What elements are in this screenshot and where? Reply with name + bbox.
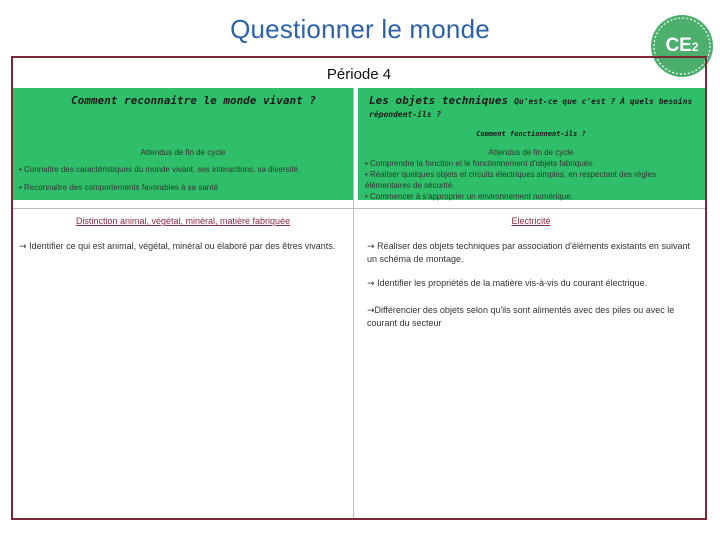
right-item-3-text: Différencier des objets selon qu'ils sont alimentés avec des piles ou avec le courant du secteur xyxy=(367,305,675,328)
badge-sub: 2 xyxy=(691,40,699,54)
left-item-1-text: Identifier ce qui est animal, végétal, minéral ou élaboré par des êtres vivants. xyxy=(29,241,336,251)
right-item-1 xyxy=(367,240,697,265)
left-bullet-2: • Reconnaitre des comportements favorables à sa santé xyxy=(19,183,218,192)
right-bullet-1: • Comprendre la fonction et le fonctionnement d'objets fabriqués. xyxy=(365,159,595,168)
left-bullet-1: • Connaitre des caractéristiques du monde vivant, ses interactions, sa diversité. xyxy=(19,165,301,174)
right-question-how: Comment fonctionnent-ils ? xyxy=(476,130,586,138)
right-item-1-text: Réaliser des objets techniques par association d'éléments existants en suivant un schéma de montage. xyxy=(367,241,690,264)
left-topic-title: Distinction animal, végétal, minéral, matière fabriquée xyxy=(75,216,291,226)
period-title: Période 4 xyxy=(326,66,392,83)
page-title: Questionner le monde xyxy=(230,14,490,44)
left-item-1 xyxy=(19,240,349,253)
period-table xyxy=(11,56,707,520)
badge-main: CE xyxy=(665,35,692,56)
left-expected-title: Attendus de fin de cycle xyxy=(140,148,226,157)
right-bullet-3: • Commencer à s'approprier un environnement numérique. xyxy=(365,192,573,201)
arrow-icon: → xyxy=(367,306,375,316)
right-item-3 xyxy=(367,304,697,329)
arrow-icon: → xyxy=(367,279,375,289)
right-expected-title: Attendus de fin de cycle xyxy=(488,148,574,157)
right-bullet-2: • Réaliser quelques objets et circuits électriques simples, en respectant des règles élémentaires de sécurité. xyxy=(365,170,656,190)
row-divider xyxy=(13,208,705,209)
right-item-2 xyxy=(367,277,697,290)
left-question: Comment reconnaitre le monde vivant ? xyxy=(71,94,317,107)
right-question-main: Les objets techniques xyxy=(369,94,509,107)
right-item-2-text: Identifier les propriétés de la matière vis-à-vis du courant électrique. xyxy=(377,278,648,288)
arrow-icon: → xyxy=(19,242,27,252)
right-question xyxy=(369,94,699,121)
right-question-sub: Qu'est-ce que c'est ? À quels besoins répondent-ils ? xyxy=(369,97,693,119)
arrow-icon: → xyxy=(367,242,375,252)
right-topic-title: Electricité xyxy=(511,216,551,226)
